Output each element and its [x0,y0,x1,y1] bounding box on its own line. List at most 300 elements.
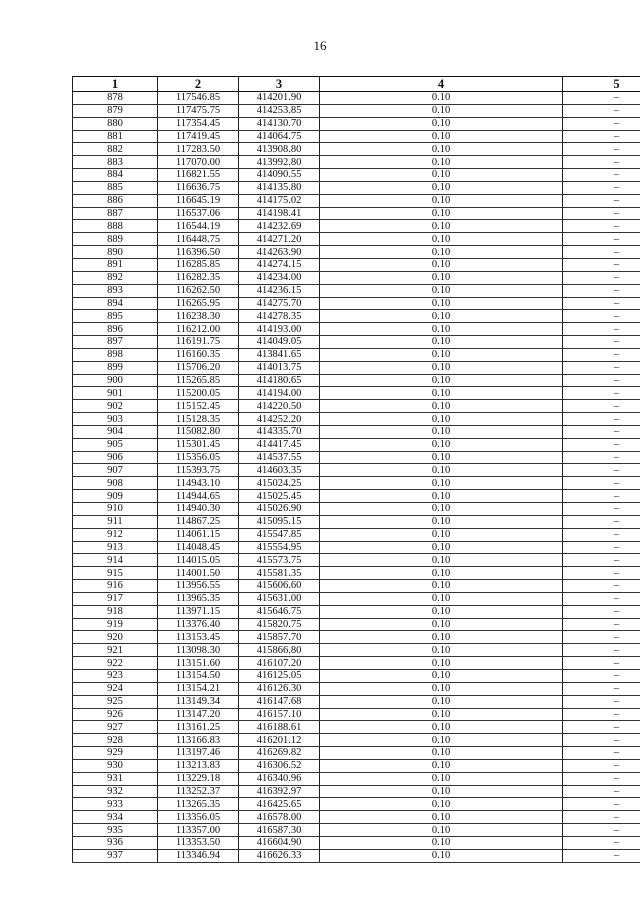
y-coordinate-cell: 414537.55 [239,451,320,464]
column-header-1: 1 [73,77,158,92]
table-row [73,541,640,554]
accuracy-cell: 0.10 [320,759,563,772]
table-row [73,233,640,246]
y-coordinate-cell: 415820.75 [239,618,320,631]
x-coordinate-cell: 113971.15 [158,605,239,618]
point-number-cell: 914 [73,554,158,567]
accuracy-cell: 0.10 [320,323,563,336]
note-cell: – [563,734,640,747]
note-cell: – [563,669,640,682]
x-coordinate-cell: 114048.45 [158,541,239,554]
y-coordinate-cell: 416425.65 [239,798,320,811]
table-row [73,425,640,438]
table-row [73,271,640,284]
note-cell: – [563,605,640,618]
y-coordinate-cell: 416392.97 [239,785,320,798]
y-coordinate-cell: 415095.15 [239,515,320,528]
table-row [73,207,640,220]
accuracy-cell: 0.10 [320,657,563,670]
x-coordinate-cell: 113154.21 [158,682,239,695]
x-coordinate-cell: 116285.85 [158,258,239,271]
accuracy-cell: 0.10 [320,297,563,310]
table-row [73,849,640,862]
note-cell: – [563,580,640,593]
note-cell: – [563,361,640,374]
point-number-cell: 930 [73,759,158,772]
x-coordinate-cell: 113197.46 [158,747,239,760]
y-coordinate-cell: 414130.70 [239,117,320,130]
note-cell: – [563,323,640,336]
y-coordinate-cell: 415857.70 [239,631,320,644]
note-cell: – [563,348,640,361]
accuracy-cell: 0.10 [320,747,563,760]
accuracy-cell: 0.10 [320,130,563,143]
y-coordinate-cell: 414220.50 [239,400,320,413]
point-number-cell: 884 [73,169,158,182]
accuracy-cell: 0.10 [320,721,563,734]
accuracy-cell: 0.10 [320,258,563,271]
y-coordinate-cell: 414090.55 [239,169,320,182]
column-header-5: 5 [563,77,640,92]
point-number-cell: 896 [73,323,158,336]
table-row [73,400,640,413]
accuracy-cell: 0.10 [320,451,563,464]
accuracy-cell: 0.10 [320,284,563,297]
table-row [73,798,640,811]
x-coordinate-cell: 115706.20 [158,361,239,374]
accuracy-cell: 0.10 [320,785,563,798]
y-coordinate-cell: 415554.95 [239,541,320,554]
accuracy-cell: 0.10 [320,438,563,451]
accuracy-cell: 0.10 [320,117,563,130]
x-coordinate-cell: 116191.75 [158,336,239,349]
table-row [73,824,640,837]
table-row [73,143,640,156]
x-coordinate-cell: 114940.30 [158,503,239,516]
accuracy-cell: 0.10 [320,464,563,477]
note-cell: – [563,117,640,130]
note-cell: – [563,682,640,695]
x-coordinate-cell: 116212.00 [158,323,239,336]
table-row [73,361,640,374]
y-coordinate-cell: 414135.80 [239,181,320,194]
point-number-cell: 937 [73,849,158,862]
x-coordinate-cell: 115152.45 [158,400,239,413]
table-row [73,438,640,451]
table-row [73,348,640,361]
note-cell: – [563,400,640,413]
x-coordinate-cell: 115301.45 [158,438,239,451]
table-row [73,130,640,143]
column-header-3: 3 [239,77,320,92]
y-coordinate-cell: 413992.80 [239,156,320,169]
x-coordinate-cell: 113353.50 [158,836,239,849]
table-row [73,682,640,695]
point-number-cell: 926 [73,708,158,721]
note-cell: – [563,592,640,605]
accuracy-cell: 0.10 [320,515,563,528]
point-number-cell: 928 [73,734,158,747]
y-coordinate-cell: 415024.25 [239,477,320,490]
x-coordinate-cell: 114943.10 [158,477,239,490]
y-coordinate-cell: 416587.30 [239,824,320,837]
table-row [73,669,640,682]
note-cell: – [563,618,640,631]
accuracy-cell: 0.10 [320,695,563,708]
accuracy-cell: 0.10 [320,246,563,259]
y-coordinate-cell: 415631.00 [239,592,320,605]
table-row [73,451,640,464]
accuracy-cell: 0.10 [320,220,563,233]
x-coordinate-cell: 117546.85 [158,92,239,105]
accuracy-cell: 0.10 [320,734,563,747]
accuracy-cell: 0.10 [320,181,563,194]
accuracy-cell: 0.10 [320,580,563,593]
y-coordinate-cell: 414180.65 [239,374,320,387]
x-coordinate-cell: 113147.20 [158,708,239,721]
y-coordinate-cell: 416147.68 [239,695,320,708]
point-number-cell: 907 [73,464,158,477]
x-coordinate-cell: 116448.75 [158,233,239,246]
point-number-cell: 910 [73,503,158,516]
accuracy-cell: 0.10 [320,618,563,631]
note-cell: – [563,194,640,207]
table-row [73,246,640,259]
y-coordinate-cell: 414198.41 [239,207,320,220]
x-coordinate-cell: 114867.25 [158,515,239,528]
point-number-cell: 878 [73,92,158,105]
note-cell: – [563,336,640,349]
x-coordinate-cell: 113265.35 [158,798,239,811]
table-row [73,644,640,657]
table-row [73,387,640,400]
note-cell: – [563,490,640,503]
accuracy-cell: 0.10 [320,490,563,503]
accuracy-cell: 0.10 [320,849,563,862]
y-coordinate-cell: 414234.00 [239,271,320,284]
x-coordinate-cell: 113252.37 [158,785,239,798]
table-row [73,747,640,760]
table-row [73,104,640,117]
x-coordinate-cell: 113956.55 [158,580,239,593]
x-coordinate-cell: 117475.75 [158,104,239,117]
point-number-cell: 890 [73,246,158,259]
x-coordinate-cell: 115200.05 [158,387,239,400]
table-row [73,413,640,426]
x-coordinate-cell: 114061.15 [158,528,239,541]
x-coordinate-cell: 116544.19 [158,220,239,233]
point-number-cell: 932 [73,785,158,798]
accuracy-cell: 0.10 [320,310,563,323]
y-coordinate-cell: 414275.70 [239,297,320,310]
y-coordinate-cell: 414278.35 [239,310,320,323]
accuracy-cell: 0.10 [320,477,563,490]
x-coordinate-cell: 113356.05 [158,811,239,824]
note-cell: – [563,413,640,426]
note-cell: – [563,657,640,670]
note-cell: – [563,425,640,438]
note-cell: – [563,759,640,772]
accuracy-cell: 0.10 [320,425,563,438]
point-number-cell: 904 [73,425,158,438]
y-coordinate-cell: 415573.75 [239,554,320,567]
accuracy-cell: 0.10 [320,592,563,605]
point-number-cell: 921 [73,644,158,657]
x-coordinate-cell: 114001.50 [158,567,239,580]
note-cell: – [563,836,640,849]
note-cell: – [563,246,640,259]
point-number-cell: 936 [73,836,158,849]
y-coordinate-cell: 414253.85 [239,104,320,117]
note-cell: – [563,631,640,644]
y-coordinate-cell: 415547.85 [239,528,320,541]
x-coordinate-cell: 116262.50 [158,284,239,297]
note-cell: – [563,824,640,837]
accuracy-cell: 0.10 [320,169,563,182]
y-coordinate-cell: 416269.82 [239,747,320,760]
note-cell: – [563,554,640,567]
x-coordinate-cell: 113357.00 [158,824,239,837]
table-row [73,194,640,207]
note-cell: – [563,464,640,477]
note-cell: – [563,284,640,297]
accuracy-cell: 0.10 [320,644,563,657]
note-cell: – [563,528,640,541]
table-row [73,772,640,785]
point-number-cell: 911 [73,515,158,528]
x-coordinate-cell: 113153.45 [158,631,239,644]
y-coordinate-cell: 414603.35 [239,464,320,477]
point-number-cell: 880 [73,117,158,130]
y-coordinate-cell: 416157.10 [239,708,320,721]
y-coordinate-cell: 415026.90 [239,503,320,516]
accuracy-cell: 0.10 [320,387,563,400]
accuracy-cell: 0.10 [320,156,563,169]
note-cell: – [563,811,640,824]
note-cell: – [563,695,640,708]
y-coordinate-cell: 414201.90 [239,92,320,105]
accuracy-cell: 0.10 [320,207,563,220]
note-cell: – [563,721,640,734]
note-cell: – [563,130,640,143]
note-cell: – [563,503,640,516]
point-number-cell: 902 [73,400,158,413]
point-number-cell: 908 [73,477,158,490]
y-coordinate-cell: 413908.80 [239,143,320,156]
y-coordinate-cell: 414013.75 [239,361,320,374]
accuracy-cell: 0.10 [320,271,563,284]
table-row [73,92,640,105]
note-cell: – [563,258,640,271]
table-header-row [73,77,640,92]
note-cell: – [563,798,640,811]
accuracy-cell: 0.10 [320,400,563,413]
point-number-cell: 909 [73,490,158,503]
x-coordinate-cell: 113166.83 [158,734,239,747]
point-number-cell: 929 [73,747,158,760]
x-coordinate-cell: 114015.05 [158,554,239,567]
coordinates-table [72,76,640,863]
table-row [73,618,640,631]
accuracy-cell: 0.10 [320,605,563,618]
accuracy-cell: 0.10 [320,194,563,207]
table-row [73,580,640,593]
accuracy-cell: 0.10 [320,361,563,374]
note-cell: – [563,156,640,169]
note-cell: – [563,297,640,310]
y-coordinate-cell: 414193.00 [239,323,320,336]
accuracy-cell: 0.10 [320,811,563,824]
y-coordinate-cell: 414064.75 [239,130,320,143]
table-row [73,220,640,233]
point-number-cell: 887 [73,207,158,220]
y-coordinate-cell: 414194.00 [239,387,320,400]
y-coordinate-cell: 416107.20 [239,657,320,670]
table-row [73,836,640,849]
point-number-cell: 891 [73,258,158,271]
accuracy-cell: 0.10 [320,374,563,387]
y-coordinate-cell: 415025.45 [239,490,320,503]
accuracy-cell: 0.10 [320,554,563,567]
point-number-cell: 894 [73,297,158,310]
x-coordinate-cell: 115393.75 [158,464,239,477]
accuracy-cell: 0.10 [320,567,563,580]
x-coordinate-cell: 115128.35 [158,413,239,426]
point-number-cell: 927 [73,721,158,734]
accuracy-cell: 0.10 [320,336,563,349]
y-coordinate-cell: 416626.33 [239,849,320,862]
y-coordinate-cell: 414232.69 [239,220,320,233]
x-coordinate-cell: 113151.60 [158,657,239,670]
y-coordinate-cell: 416188.61 [239,721,320,734]
note-cell: – [563,438,640,451]
table-row [73,284,640,297]
note-cell: – [563,849,640,862]
table-row [73,515,640,528]
table-row [73,503,640,516]
table-row [73,464,640,477]
y-coordinate-cell: 416604.90 [239,836,320,849]
y-coordinate-cell: 416125.05 [239,669,320,682]
note-cell: – [563,541,640,554]
x-coordinate-cell: 115356.05 [158,451,239,464]
x-coordinate-cell: 116396.50 [158,246,239,259]
point-number-cell: 923 [73,669,158,682]
y-coordinate-cell: 414417.45 [239,438,320,451]
table-row [73,657,640,670]
y-coordinate-cell: 415606.60 [239,580,320,593]
point-number-cell: 912 [73,528,158,541]
note-cell: – [563,207,640,220]
accuracy-cell: 0.10 [320,824,563,837]
x-coordinate-cell: 117070.00 [158,156,239,169]
y-coordinate-cell: 415581.35 [239,567,320,580]
point-number-cell: 881 [73,130,158,143]
point-number-cell: 885 [73,181,158,194]
note-cell: – [563,747,640,760]
accuracy-cell: 0.10 [320,708,563,721]
point-number-cell: 897 [73,336,158,349]
point-number-cell: 883 [73,156,158,169]
table-row [73,169,640,182]
point-number-cell: 933 [73,798,158,811]
table-row [73,734,640,747]
table-row [73,631,640,644]
x-coordinate-cell: 113346.94 [158,849,239,862]
point-number-cell: 924 [73,682,158,695]
table-row [73,490,640,503]
table-row [73,554,640,567]
accuracy-cell: 0.10 [320,798,563,811]
note-cell: – [563,567,640,580]
note-cell: – [563,515,640,528]
x-coordinate-cell: 116160.35 [158,348,239,361]
point-number-cell: 898 [73,348,158,361]
note-cell: – [563,644,640,657]
note-cell: – [563,374,640,387]
point-number-cell: 892 [73,271,158,284]
point-number-cell: 900 [73,374,158,387]
y-coordinate-cell: 415866.80 [239,644,320,657]
point-number-cell: 882 [73,143,158,156]
note-cell: – [563,233,640,246]
table-row [73,374,640,387]
y-coordinate-cell: 416340.96 [239,772,320,785]
x-coordinate-cell: 113229.18 [158,772,239,785]
accuracy-cell: 0.10 [320,541,563,554]
x-coordinate-cell: 117419.45 [158,130,239,143]
table-body [73,92,640,863]
point-number-cell: 925 [73,695,158,708]
table-row [73,567,640,580]
y-coordinate-cell: 414274.15 [239,258,320,271]
x-coordinate-cell: 116238.30 [158,310,239,323]
accuracy-cell: 0.10 [320,631,563,644]
x-coordinate-cell: 114944.65 [158,490,239,503]
x-coordinate-cell: 113149.34 [158,695,239,708]
point-number-cell: 888 [73,220,158,233]
point-number-cell: 913 [73,541,158,554]
table-row [73,310,640,323]
x-coordinate-cell: 116636.75 [158,181,239,194]
point-number-cell: 922 [73,657,158,670]
accuracy-cell: 0.10 [320,92,563,105]
y-coordinate-cell: 415646.75 [239,605,320,618]
accuracy-cell: 0.10 [320,503,563,516]
accuracy-cell: 0.10 [320,772,563,785]
x-coordinate-cell: 117283.50 [158,143,239,156]
accuracy-cell: 0.10 [320,413,563,426]
table-row [73,695,640,708]
x-coordinate-cell: 115082.80 [158,425,239,438]
table-row [73,528,640,541]
x-coordinate-cell: 116645.19 [158,194,239,207]
table-row [73,258,640,271]
y-coordinate-cell: 414271.20 [239,233,320,246]
table-row [73,592,640,605]
note-cell: – [563,310,640,323]
y-coordinate-cell: 414252.20 [239,413,320,426]
accuracy-cell: 0.10 [320,528,563,541]
x-coordinate-cell: 113154.50 [158,669,239,682]
x-coordinate-cell: 113965.35 [158,592,239,605]
point-number-cell: 889 [73,233,158,246]
y-coordinate-cell: 416126.30 [239,682,320,695]
table-row [73,156,640,169]
table-row [73,605,640,618]
note-cell: – [563,708,640,721]
x-coordinate-cell: 116537.06 [158,207,239,220]
